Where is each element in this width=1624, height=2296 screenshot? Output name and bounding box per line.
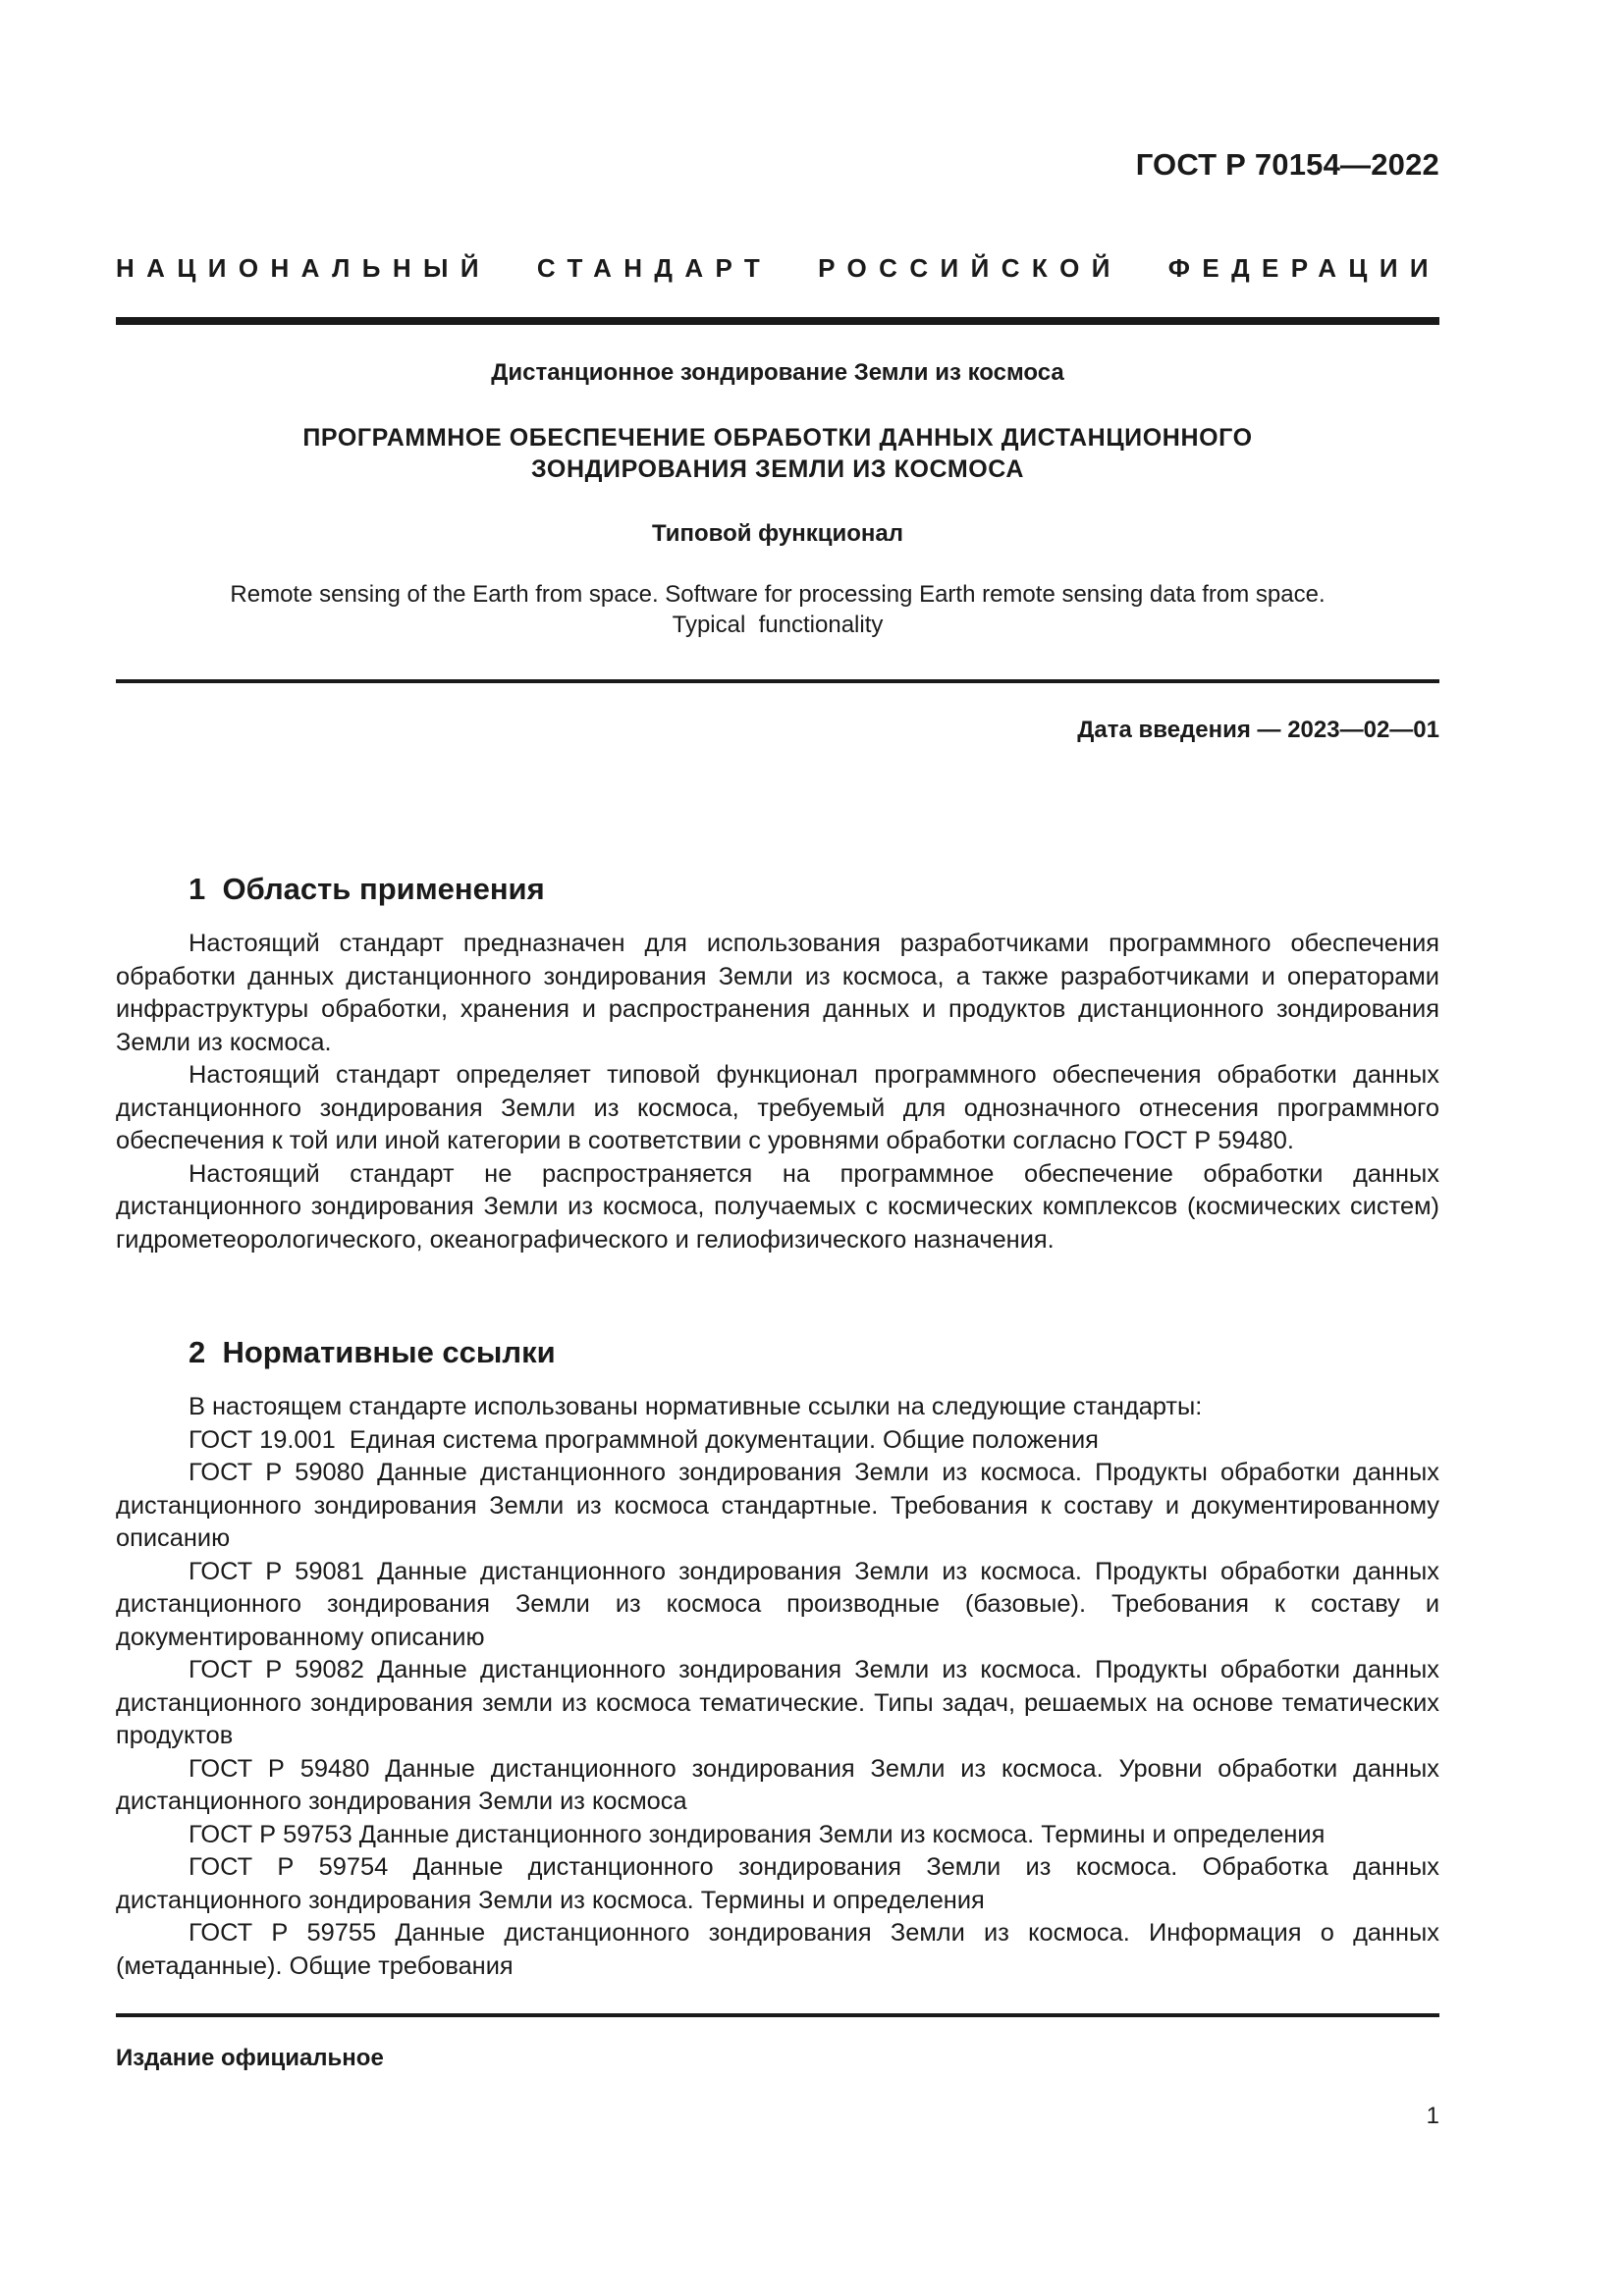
english-title-line-2: Typical functionality: [672, 612, 884, 638]
section-1-heading: 1 Область применения: [189, 872, 545, 906]
section-2-heading: 2 Нормативные ссылки: [189, 1335, 556, 1369]
subtitle: Типовой функционал: [652, 520, 903, 547]
reference-item: ГОСТ Р 59753 Данные дистанционного зондирования Земли из космоса. Термины и определения: [189, 1820, 1326, 1848]
reference-item: ГОСТ Р 59082 Данные дистанционного зондирования Земли из космоса. Продукты обработки данных дистанционного зондирования земли из космоса тематические. Типы задач, решаемых на основе тематических продуктов: [116, 1656, 1439, 1749]
page-number: 1: [1426, 2103, 1439, 2129]
national-standard-banner: НАЦИОНАЛЬНЫЙ СТАНДАРТ РОССИЙСКОЙ ФЕДЕРАЦИИ: [116, 253, 1440, 283]
footer-divider: [116, 2013, 1439, 2017]
subject-line: Дистанционное зондирование Земли из космоса: [491, 359, 1064, 386]
main-title-line-1: ПРОГРАММНОЕ ОБЕСПЕЧЕНИЕ ОБРАБОТКИ ДАННЫХ ДИСТАНЦИОННОГО: [302, 424, 1253, 452]
reference-item: ГОСТ Р 59080 Данные дистанционного зондирования Земли из космоса. Продукты обработки данных дистанционного зондирования Земли из космоса стандартные. Требования к составу и документированному описанию: [116, 1459, 1439, 1552]
english-title-line-1: Remote sensing of the Earth from space. Software for processing Earth remote sensing data from space.: [230, 581, 1326, 608]
main-title: [116, 422, 1439, 485]
section-1-paragraph: Настоящий стандарт определяет типовой функционал программного обеспечения обработки данных дистанционного зондирования Земли из космоса, требуемый для однозначного отнесения программного обеспечения к той или иной категории в соответствии с уровнями обработки согласно ГОСТ Р 59480.: [116, 1061, 1439, 1154]
section-2-body: [116, 1391, 1439, 1983]
reference-item: ГОСТ Р 59480 Данные дистанционного зондирования Земли из космоса. Уровни обработки данных дистанционного зондирования Земли из космоса: [116, 1754, 1439, 1815]
section-1-body: [116, 928, 1439, 1256]
english-title: [116, 579, 1439, 640]
reference-item: ГОСТ Р 59754 Данные дистанционного зондирования Земли из космоса. Обработка данных дистанционного зондирования Земли из космоса. Термины и определения: [116, 1853, 1439, 1914]
intro-paragraph: В настоящем стандарте использованы нормативные ссылки на следующие стандарты:: [189, 1393, 1203, 1420]
reference-item: ГОСТ Р 59755 Данные дистанционного зондирования Земли из космоса. Информация о данных (метаданные). Общие требования: [116, 1919, 1439, 1980]
reference-item: ГОСТ 19.001 Единая система программной документации. Общие положения: [189, 1425, 1099, 1454]
section-1-paragraph: Настоящий стандарт предназначен для использования разработчиками программного обеспечения обработки данных дистанционного зондирования Земли из космоса, а также разработчиками и операторами инфраструктуры обработки, хранения и распространения данных и продуктов дистанционного зондирования Земли из космоса.: [116, 930, 1439, 1056]
official-edition-label: Издание официальное: [116, 2045, 384, 2071]
section-1-paragraph: Настоящий стандарт не распространяется на программное обеспечение обработки данных дистанционного зондирования Земли из космоса, получаемых с космических комплексов (космических систем) гидрометеорологического, океанографического и гелиофизического назначения.: [116, 1159, 1439, 1254]
document-code: ГОСТ Р 70154—2022: [1135, 147, 1439, 182]
title-divider: [116, 679, 1439, 683]
date-of-introduction: Дата введения — 2023—02—01: [1077, 717, 1439, 743]
main-title-line-2: ЗОНДИРОВАНИЯ ЗЕМЛИ ИЗ КОСМОСА: [531, 455, 1024, 483]
reference-item: ГОСТ Р 59081 Данные дистанционного зондирования Земли из космоса. Продукты обработки данных дистанционного зондирования Земли из космоса производные (базовые). Требования к составу и документированному описанию: [116, 1557, 1439, 1651]
header-divider: [116, 317, 1439, 325]
